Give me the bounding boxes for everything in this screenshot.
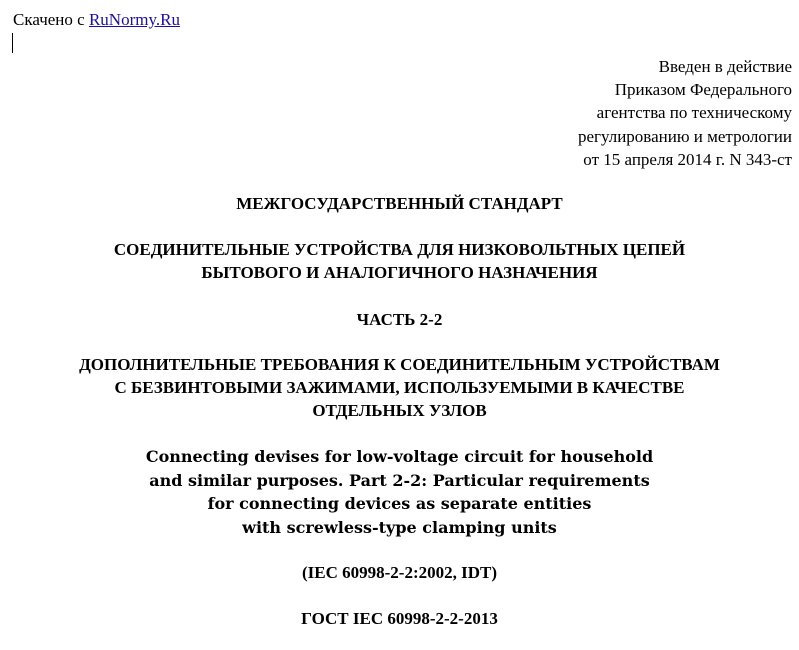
enactment-line: агентства по техническому — [596, 103, 792, 123]
english-title-line: for connecting devices as separate entities — [207, 494, 592, 514]
subtitle-line: С БЕЗВИНТОВЫМИ ЗАЖИМАМИ, ИСПОЛЬЗУЕМЫМИ В КАЧЕСТВЕ — [114, 378, 685, 397]
english-title-line: and similar purposes. Part 2-2: Particular requirements — [149, 470, 650, 490]
downloaded-from-label: Скачено с — [13, 10, 85, 29]
part-number: ЧАСТЬ 2-2 — [356, 310, 443, 329]
runormy-link[interactable]: RuNormy.Ru — [88, 10, 180, 29]
enactment-line: Приказом Федерального — [614, 80, 792, 100]
text-cursor — [12, 33, 13, 53]
english-title-line: with screwless-type clamping units — [242, 517, 557, 537]
gost-designation — [0, 607, 799, 630]
part-heading — [0, 308, 799, 331]
enactment-line: регулированию и метрологии — [577, 126, 792, 146]
english-title-line: Connecting devises for low-voltage circuit for household — [145, 447, 654, 466]
standard-type-heading — [0, 192, 799, 215]
title-line: СОЕДИНИТЕЛЬНЫЕ УСТРОЙСТВА ДЛЯ НИЗКОВОЛЬТНЫХ ЦЕПЕЙ — [113, 240, 686, 259]
english-title — [0, 445, 799, 539]
enactment-line: от 15 апреля 2014 г. N 343-ст — [583, 149, 792, 169]
download-source-line — [13, 9, 180, 31]
enactment-line: Введен в действие — [658, 57, 792, 76]
standard-type: МЕЖГОСУДАРСТВЕННЫЙ СТАНДАРТ — [236, 194, 563, 213]
iec-reference: (IEC 60998-2-2:2002, IDT) — [301, 563, 498, 582]
gost-number: ГОСТ IEC 60998-2-2-2013 — [301, 609, 498, 628]
subtitle-line: ОТДЕЛЬНЫХ УЗЛОВ — [312, 401, 487, 420]
title-line: БЫТОВОГО И АНАЛОГИЧНОГО НАЗНАЧЕНИЯ — [201, 263, 598, 282]
document-subtitle — [0, 353, 799, 422]
subtitle-line: ДОПОЛНИТЕЛЬНЫЕ ТРЕБОВАНИЯ К СОЕДИНИТЕЛЬНЫМ УСТРОЙСТВАМ — [79, 355, 720, 374]
enactment-note — [578, 55, 792, 171]
iec-equivalence — [0, 561, 799, 584]
document-title — [0, 238, 799, 284]
